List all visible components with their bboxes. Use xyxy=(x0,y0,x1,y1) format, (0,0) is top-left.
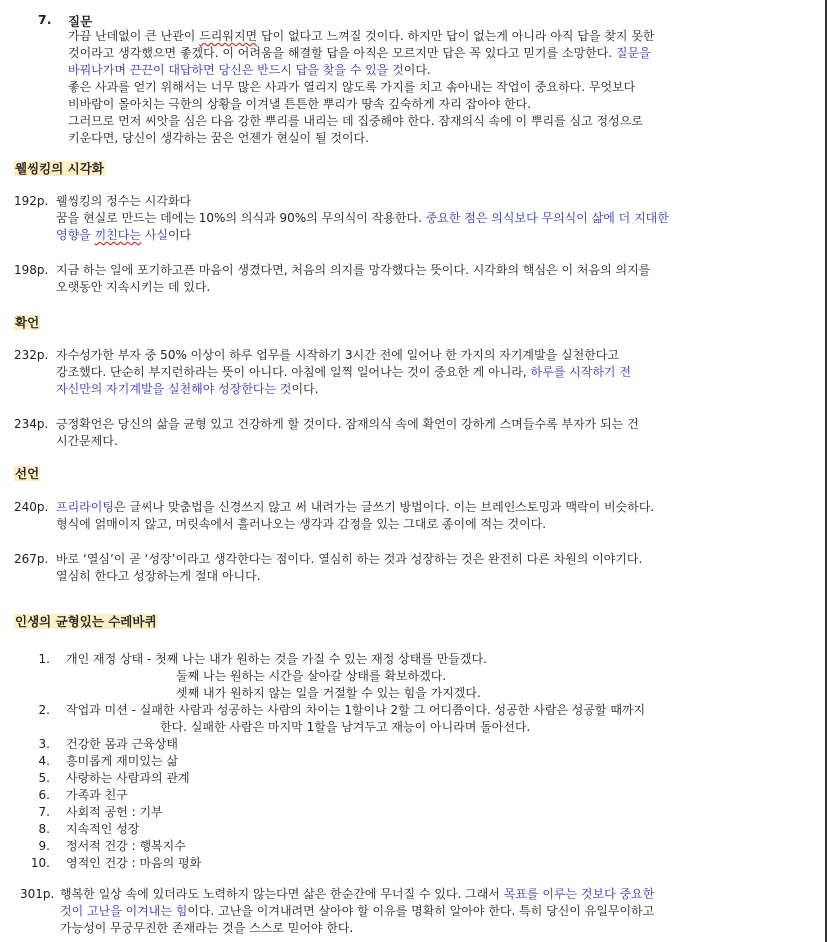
page-ref-267: 267p. xyxy=(14,552,49,566)
list-item: 개인 재정 상태 - 첫째 나는 내가 원하는 것을 가질 수 있는 재정 상태를 만들겠다. xyxy=(66,652,487,666)
q7-line-6: 그러므로 먼저 씨앗을 심은 다음 강한 뿌리를 내리는 데 집중해야 한다. 잠재의식 속에 이 뿌리를 심고 정성으로 xyxy=(68,114,643,128)
list-number: 1. xyxy=(38,652,50,666)
page-ref-301: 301p. xyxy=(20,887,55,901)
q7-line-4: 좋은 사과를 얻기 위해서는 너무 많은 사과가 열리지 않도록 가지를 치고 솎아내는 작업이 중요하다. 무엇보다 xyxy=(68,80,636,94)
list-number: 8. xyxy=(38,822,50,836)
p240-line-2: 형식에 얽매이지 않고, 머릿속에서 흘러나오는 생각과 감정을 있는 그대로 종이에 적는 것이다. xyxy=(56,517,547,531)
p192-line-1: 웰씽킹의 정수는 시각화다 xyxy=(56,194,192,208)
p301-line-1: 행복한 일상 속에 있더라도 노력하지 않는다면 삶은 한순간에 무너질 수 있다. 그래서 목표를 이루는 것보다 중요한 xyxy=(60,887,655,901)
page-ref-192: 192p. xyxy=(14,194,49,208)
list-item: 지속적인 성장 xyxy=(66,822,140,836)
list-item-continuation: 둘째 나는 원하는 시간을 살아갈 상태를 확보하겠다. xyxy=(176,669,447,683)
p267-line-2: 열심히 한다고 성장하는게 절대 아니다. xyxy=(56,569,261,583)
list-number: 2. xyxy=(38,703,50,717)
list-number: 6. xyxy=(38,788,50,802)
list-item: 건강한 몸과 근육상태 xyxy=(66,737,178,751)
p267-line-1: 바로 ‘열심’이 곧 ‘성장’이라고 생각한다는 점이다. 열심히 하는 것과 성장하는 것은 완전히 다른 차원의 이야기다. xyxy=(56,552,643,566)
p240-line-1: 프리라이팅은 글씨나 맞춤법을 신경쓰지 않고 써 내려가는 글쓰기 방법이다. 이는 브레인스토밍과 맥락이 비슷하다. xyxy=(56,500,655,514)
q7-line-5: 비바람이 몰아치는 극한의 상황을 이겨낼 튼튼한 뿌리가 땅속 깊숙하게 자리 잡아야 한다. xyxy=(68,97,532,111)
p234-line-2: 시간문제다. xyxy=(56,434,118,448)
question-title: 질문 xyxy=(68,14,93,29)
p192-line-3: 영향을 끼친다는 사실이다 xyxy=(56,228,192,242)
list-number: 9. xyxy=(38,839,50,853)
p301-line-3: 가능성이 무궁무진한 존재라는 것을 스스로 믿어야 한다. xyxy=(60,921,354,935)
q7-line-1: 가끔 난데없이 큰 난관이 드리워지면 답이 없다고 느껴질 것이다. 하지만 답이 없는게 아니라 아직 답을 찾지 못한 xyxy=(68,29,655,43)
question-number: 7. xyxy=(38,12,52,27)
section-heading-wheel: 인생의 균형있는 수레바퀴 xyxy=(15,614,157,629)
page-ref-232: 232p. xyxy=(14,348,49,362)
list-number: 4. xyxy=(38,754,50,768)
page-ref-240: 240p. xyxy=(14,500,49,514)
p232-line-2: 강조했다. 단순히 부지런하라는 뜻이 아니다. 아침에 일찍 일어나는 것이 중요한 게 아니라, 하루를 시작하기 전 xyxy=(56,365,631,379)
list-item-continuation: 한다. 실패한 사람은 마지막 1할을 남겨두고 재능이 아니라며 돌아선다. xyxy=(160,720,531,734)
q7-line-2: 것이라고 생각했으면 좋겠다. 이 어려움을 해결할 답을 아직은 모르지만 답은 꼭 있다고 믿기를 소망한다. 질문을 xyxy=(68,46,651,60)
list-number: 10. xyxy=(30,856,50,870)
p232-line-1: 자수성가한 부자 중 50% 이상이 하루 업무를 시작하기 3시간 전에 일어나 한 가지의 자기계발을 실천한다고 xyxy=(56,348,619,362)
list-item: 영적인 건강 : 마음의 평화 xyxy=(66,856,202,870)
list-item-continuation: 셋째 내가 원하지 않는 일을 거절할 수 있는 힘을 가지겠다. xyxy=(176,686,481,700)
p198-line-2: 오랫동안 지속시키는 데 있다. xyxy=(56,280,211,294)
p234-line-1: 긍정확언은 당신의 삶을 균형 있고 건강하게 할 것이다. 잠재의식 속에 확언이 강하게 스며들수록 부자가 되는 건 xyxy=(56,417,639,431)
list-number: 3. xyxy=(38,737,50,751)
list-item: 작업과 미션 - 실패한 사람과 성공하는 사람의 차이는 1할이나 2할 그 어디쯤이다. 성공한 사람은 성공할 때까지 xyxy=(66,703,646,717)
list-item: 사회적 공헌 : 기부 xyxy=(66,805,163,819)
list-number: 7. xyxy=(38,805,50,819)
list-item: 사랑하는 사람과의 관계 xyxy=(66,771,190,785)
section-heading-visualization: 웰씽킹의 시각화 xyxy=(15,161,104,176)
section-heading-affirmation: 확언 xyxy=(15,315,40,330)
p232-line-3: 자신만의 자기계발을 실천해야 성장한다는 것이다. xyxy=(56,382,319,396)
p301-line-2: 것이 고난을 이겨내는 힘이다. 고난을 이겨내려면 살아야 할 이유를 명확히 알아야 한다. 특히 당신이 유일무이하고 xyxy=(60,904,655,918)
list-item: 가족과 친구 xyxy=(66,788,128,802)
p198-line-1: 지금 하는 일에 포기하고픈 마음이 생겼다면, 처음의 의지를 망각했다는 뜻이다. 시각화의 핵심은 이 처음의 의지를 xyxy=(56,263,651,277)
q7-line-3: 바꿔나가며 끈끈이 대답하면 당신은 반드시 답을 찾을 수 있을 것이다. xyxy=(68,63,431,77)
q7-line-7: 키운다면, 당신이 생각하는 꿈은 언젠가 현실이 될 것이다. xyxy=(68,131,369,145)
list-number: 5. xyxy=(38,771,50,785)
p192-line-2: 꿈을 현실로 만드는 데에는 10%의 의식과 90%의 무의식이 작용한다. 중요한 점은 의식보다 무의식이 삶에 더 지대한 xyxy=(56,211,669,225)
list-item: 정서적 건강 : 행복지수 xyxy=(66,839,186,853)
section-heading-declaration: 선언 xyxy=(15,466,40,481)
page-ref-234: 234p. xyxy=(14,417,49,431)
list-item: 흥미롭게 재미있는 삶 xyxy=(66,754,178,768)
page-ref-198: 198p. xyxy=(14,263,49,277)
